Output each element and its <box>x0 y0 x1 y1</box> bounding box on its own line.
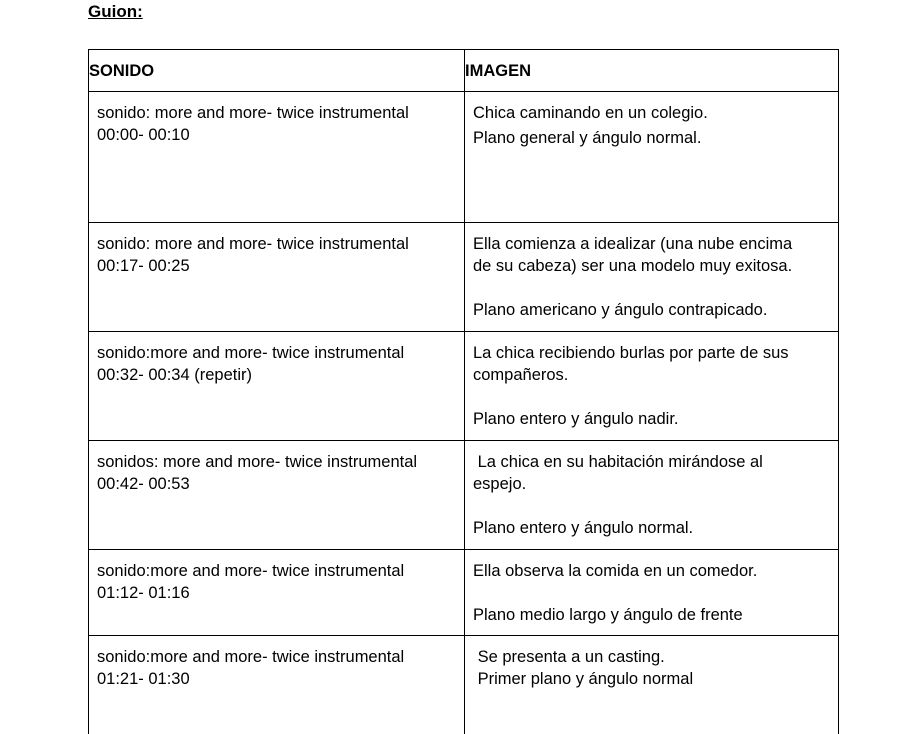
sound-cell <box>89 92 465 223</box>
header-sonido: SONIDO <box>89 50 465 92</box>
image-description-cont: de su cabeza) ser una modelo muy exitosa. <box>473 257 793 275</box>
sound-time: 00:17- 00:25 <box>97 257 190 275</box>
table-row <box>89 223 839 332</box>
image-cell <box>465 92 839 223</box>
document-title: Guion: <box>88 2 143 21</box>
image-shot: Plano entero y ángulo normal. <box>473 519 694 537</box>
sound-cell <box>89 441 465 550</box>
sound-cell <box>89 223 465 332</box>
image-description-cont: espejo. <box>473 475 527 493</box>
sound-cell <box>89 550 465 636</box>
image-cell <box>465 332 839 441</box>
sound-name: sonido: more and more- twice instrumental <box>97 104 409 122</box>
image-description: Ella observa la comida en un comedor. <box>473 562 758 580</box>
sound-time: 00:42- 00:53 <box>97 475 190 493</box>
sound-name: sonido:more and more- twice instrumental <box>97 562 405 580</box>
sound-time: 00:00- 00:10 <box>97 126 190 144</box>
image-shot: Plano americano y ángulo contrapicado. <box>473 301 768 319</box>
image-description: Chica caminando en un colegio. <box>473 104 708 122</box>
blank-line <box>473 582 830 604</box>
sound-name: sonido: more and more- twice instrumental <box>97 235 409 253</box>
image-shot: Plano entero y ángulo nadir. <box>473 410 679 428</box>
table-row <box>89 550 839 636</box>
sound-cell <box>89 332 465 441</box>
table-row <box>89 92 839 223</box>
sound-name: sonido:more and more- twice instrumental <box>97 344 405 362</box>
table-header-row <box>89 50 839 92</box>
table-row <box>89 441 839 550</box>
image-description: Se presenta a un casting. <box>473 648 665 666</box>
image-shot: Plano general y ángulo normal. <box>473 129 702 147</box>
script-table <box>88 49 839 734</box>
image-shot: Plano medio largo y ángulo de frente <box>473 606 743 624</box>
image-cell <box>465 636 839 734</box>
image-description: Ella comienza a idealizar (una nube encima <box>473 235 793 253</box>
header-imagen: IMAGEN <box>465 50 839 92</box>
sound-time: 00:32- 00:34 (repetir) <box>97 366 253 384</box>
image-cell <box>465 223 839 332</box>
blank-line <box>473 386 830 408</box>
image-description-cont: compañeros. <box>473 366 569 384</box>
image-description: La chica recibiendo burlas por parte de sus <box>473 344 789 362</box>
image-shot: Primer plano y ángulo normal <box>473 670 694 688</box>
sound-name: sonido:more and more- twice instrumental <box>97 648 405 666</box>
sound-cell <box>89 636 465 734</box>
table-row <box>89 636 839 734</box>
blank-line <box>473 495 830 517</box>
table-row <box>89 332 839 441</box>
image-cell <box>465 441 839 550</box>
blank-line <box>473 277 830 299</box>
sound-name: sonidos: more and more- twice instrumental <box>97 453 418 471</box>
image-description: La chica en su habitación mirándose al <box>473 453 763 471</box>
sound-time: 01:12- 01:16 <box>97 584 190 602</box>
sound-time: 01:21- 01:30 <box>97 670 190 688</box>
image-cell <box>465 550 839 636</box>
